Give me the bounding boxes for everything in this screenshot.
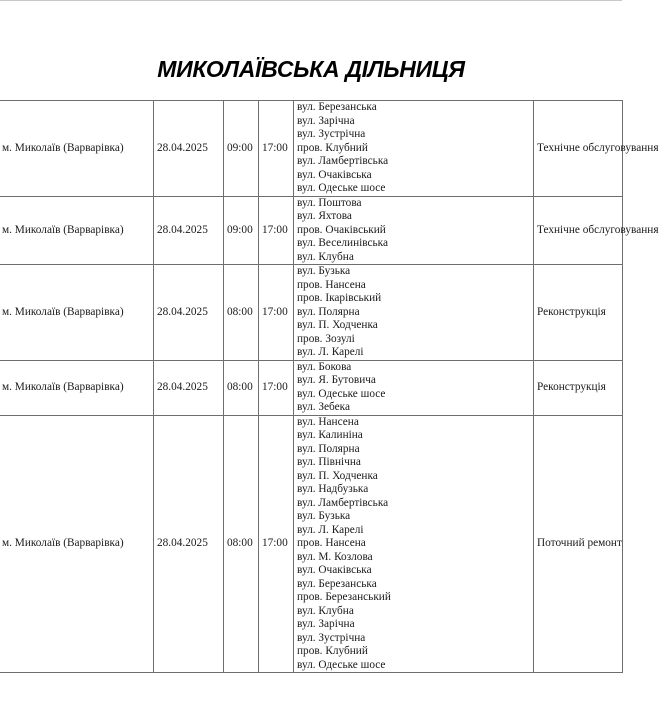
table-row: [0, 360, 623, 415]
street-name: вул. М. Козлова: [297, 550, 373, 563]
street-name: вул. Зарічна: [297, 114, 355, 127]
city-cell: м. Миколаїв (Варварівка): [0, 101, 154, 197]
street-name: вул. П. Ходченка: [297, 319, 378, 331]
street-name: вул. Полярна: [297, 305, 360, 318]
date-cell: 28.04.2025: [154, 196, 224, 265]
street-name: вул. Бокова: [297, 360, 352, 373]
work-type-cell: Реконструкція: [534, 265, 623, 361]
street-name: вул. Березанська: [297, 577, 377, 590]
street-name: вул. Очаківська: [297, 168, 372, 181]
outage-schedule-table: [0, 100, 659, 673]
street-name: вул. Одеське шосе: [297, 658, 386, 671]
work-type-cell: Поточний ремонт: [534, 415, 623, 673]
top-divider: [0, 0, 622, 1]
street-name: вул. Клубна: [297, 250, 354, 263]
streets-cell: [294, 415, 534, 673]
street-name: вул. Клубна: [297, 604, 354, 617]
start-time-cell: 08:00: [224, 265, 259, 361]
street-name: вул. Березанська: [297, 101, 377, 113]
street-name: вул. Нансена: [297, 415, 359, 428]
street-name: вул. П. Ходченка: [297, 469, 378, 482]
street-name: вул. Калиніна: [297, 429, 363, 441]
city-cell: м. Миколаїв (Варварівка): [0, 415, 154, 673]
end-time-cell: 17:00: [259, 265, 294, 361]
street-name: вул. Зустрічна: [297, 128, 366, 140]
street-name: вул. Зарічна: [297, 618, 355, 630]
street-name: вул. Ламбертівська: [297, 496, 389, 509]
street-name: вул. Л. Карелі: [297, 346, 364, 358]
street-name: вул. Надбузька: [297, 483, 369, 495]
end-time-cell: 17:00: [259, 360, 294, 415]
street-name: пров. Клубний: [297, 141, 368, 154]
street-name: вул. Полярна: [297, 442, 360, 455]
street-name: вул. Яхтова: [297, 210, 352, 222]
street-name: вул. Я. Бутовича: [297, 374, 376, 386]
street-name: вул. Північна: [297, 456, 361, 468]
start-time-cell: 09:00: [224, 196, 259, 265]
street-name: пров. Ікарівський: [297, 292, 382, 304]
street-name: пров. Нансена: [297, 537, 366, 549]
date-cell: 28.04.2025: [154, 101, 224, 197]
street-name: вул. Зебека: [297, 401, 351, 413]
table-row: [0, 101, 623, 197]
start-time-cell: 09:00: [224, 101, 259, 197]
end-time-cell: 17:00: [259, 101, 294, 197]
streets-cell: [294, 265, 534, 361]
street-name: пров. Клубний: [297, 645, 368, 657]
end-time-cell: 17:00: [259, 415, 294, 673]
street-name: вул. Веселинівська: [297, 237, 389, 249]
work-type-cell: Реконструкція: [534, 360, 623, 415]
streets-cell: [294, 196, 534, 265]
start-time-cell: 08:00: [224, 415, 259, 673]
street-name: пров. Очаківський: [297, 223, 386, 236]
streets-cell: [294, 360, 534, 415]
city-cell: м. Миколаїв (Варварівка): [0, 360, 154, 415]
street-name: пров. Зозулі: [297, 332, 355, 345]
date-cell: 28.04.2025: [154, 265, 224, 361]
page-title: МИКОЛАЇВСЬКА ДІЛЬНИЦЯ: [157, 56, 465, 82]
street-name: вул. Очаківська: [297, 564, 372, 576]
street-name: вул. Бузька: [297, 265, 351, 277]
street-name: вул. Одеське шосе: [297, 182, 386, 194]
streets-cell: [294, 101, 534, 197]
street-name: пров. Нансена: [297, 278, 366, 291]
street-name: вул. Ламбертівська: [297, 155, 389, 167]
street-name: вул. Зустрічна: [297, 631, 366, 644]
table-row: [0, 265, 623, 361]
street-name: вул. Поштова: [297, 196, 362, 209]
street-name: пров. Березанський: [297, 591, 391, 603]
date-cell: 28.04.2025: [154, 415, 224, 673]
street-name: вул. Л. Карелі: [297, 523, 364, 536]
end-time-cell: 17:00: [259, 196, 294, 265]
table-row: [0, 196, 623, 265]
work-type-cell: Технічне обслуговування: [534, 196, 623, 265]
table-row: [0, 415, 623, 673]
city-cell: м. Миколаїв (Варварівка): [0, 196, 154, 265]
work-type-cell: Технічне обслуговування: [534, 101, 623, 197]
start-time-cell: 08:00: [224, 360, 259, 415]
street-name: вул. Одеське шосе: [297, 387, 386, 400]
date-cell: 28.04.2025: [154, 360, 224, 415]
city-cell: м. Миколаїв (Варварівка): [0, 265, 154, 361]
street-name: вул. Бузька: [297, 510, 351, 522]
